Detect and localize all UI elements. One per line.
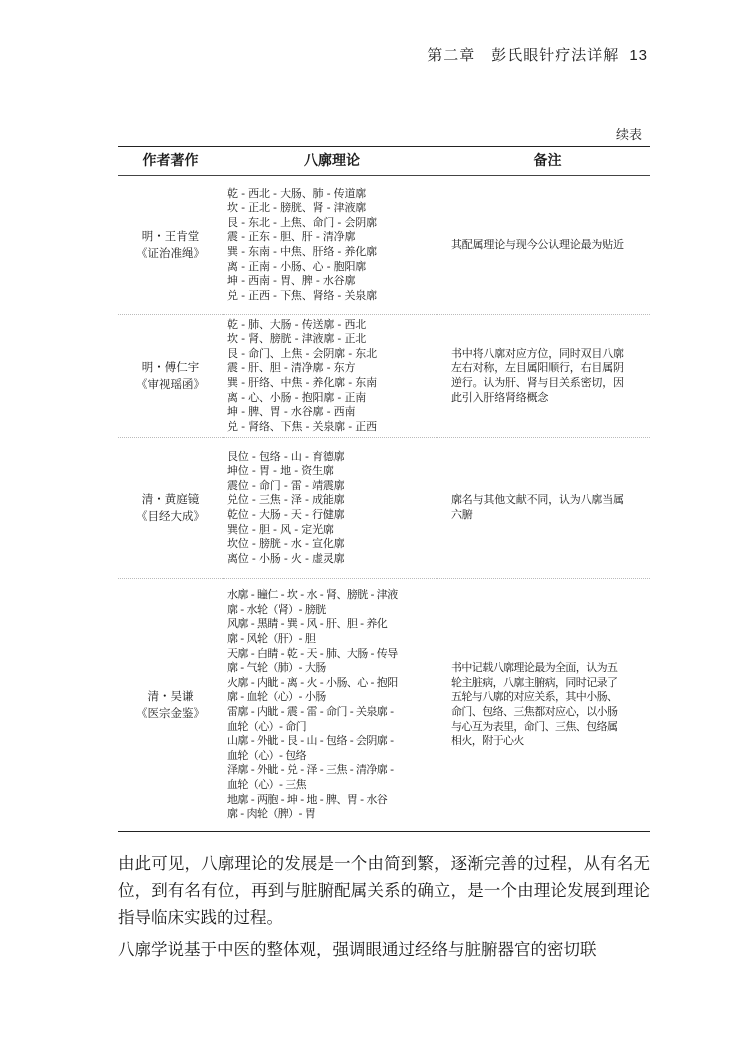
column-header-note: 备注 — [437, 147, 650, 176]
table-row — [118, 438, 650, 579]
note-line: 六腑 — [451, 508, 473, 521]
author-name: 明・王肯堂 — [141, 229, 200, 243]
table-row — [118, 176, 650, 315]
theory-cell — [223, 315, 437, 438]
note-cell — [437, 315, 650, 438]
theory-line: 离 - 心、小肠 - 抱阳廓 - 正南 — [227, 390, 367, 404]
note-line: 五轮与八廓的对应关系，其中小肠、 — [451, 690, 618, 704]
theory-line: 廓 - 风轮（肝）- 胆 — [227, 632, 316, 646]
theory-line: 艮位 - 包络 - 山 - 育德廓 — [227, 449, 345, 463]
table-header-row — [118, 147, 650, 176]
note-line: 命门、包络、三焦都对应心，以小肠 — [451, 705, 618, 718]
note-line: 与心互为表里，命门、三焦、包络属 — [451, 719, 618, 733]
note-line: 轮主脏病，八廓主腑病，同时记录了 — [451, 675, 618, 689]
theory-line: 天廓 - 白睛 - 乾 - 天 - 肺、大肠 - 传导 — [227, 646, 398, 660]
theory-line: 震 - 肝、胆 - 清净廓 - 东方 — [227, 361, 356, 375]
theory-line: 艮 - 命门、上焦 - 会阴廓 - 东北 — [227, 346, 377, 360]
theory-line: 乾 - 西北 - 大肠、肺 - 传道廓 — [227, 186, 367, 200]
theory-line: 兑 - 正西 - 下焦、肾络 - 关泉廓 — [227, 288, 377, 302]
note-cell — [437, 579, 650, 832]
note-line: 书中记载八廓理论最为全面，认为五 — [451, 661, 618, 675]
table-row — [118, 579, 650, 832]
theory-line: 坎位 - 膀胱 - 水 - 宣化廓 — [227, 537, 345, 551]
theory-line: 坎 - 正北 - 膀胱、肾 - 津液廓 — [227, 201, 367, 215]
theory-line: 震位 - 命门 - 雷 - 靖震廓 — [227, 478, 345, 492]
theory-line: 巽位 - 胆 - 风 - 定光廓 — [227, 522, 334, 536]
note-line: 相火，附于心火 — [451, 734, 524, 748]
note-line: 左右对称，左目属阳顺行，右目属阴 — [451, 361, 624, 375]
theory-line: 坎 - 肾、膀胱 - 津液廓 - 正北 — [227, 332, 367, 346]
theory-line: 山廓 - 外眦 - 艮 - 山 - 包络 - 会阴廓 - — [227, 734, 394, 748]
theory-line: 兑 - 肾络、下焦 - 关泉廓 - 正西 — [227, 419, 377, 433]
theory-line: 血轮（心）- 命门 — [227, 719, 307, 733]
theory-line: 乾 - 肺、大肠 - 传送廓 - 西北 — [227, 317, 367, 331]
author-cell — [118, 315, 223, 438]
theory-line: 廓 - 水轮（肾）- 膀胱 — [227, 602, 326, 616]
page-number: 13 — [629, 47, 648, 64]
theory-line: 坤位 - 胃 - 地 - 资生廓 — [227, 464, 334, 478]
theory-cell — [223, 579, 437, 832]
note-line: 此引入肝络肾络概念 — [451, 390, 549, 404]
table-row — [118, 315, 650, 438]
theory-cell — [223, 176, 437, 315]
theory-line: 风廓 - 黑睛 - 巽 - 风 - 肝、胆 - 养化 — [227, 617, 388, 631]
author-name: 清・吴谦 — [147, 689, 194, 703]
theory-line: 巽 - 东南 - 中焦、肝络 - 养化廓 — [227, 245, 377, 258]
running-header — [427, 44, 648, 65]
book-title: 《医宗金鉴》 — [136, 706, 205, 720]
body-paragraph: 八廓学说基于中医的整体观，强调眼通过经络与脏腑器官的密切联 — [118, 940, 597, 959]
author-cell — [118, 438, 223, 579]
theory-line: 泽廓 - 外眦 - 兑 - 泽 - 三焦 - 清净廓 - — [227, 763, 394, 777]
theory-line: 兑位 - 三焦 - 泽 - 成能廓 — [227, 493, 345, 507]
book-title: 《目经大成》 — [136, 509, 205, 523]
bakuo-theory-table — [118, 146, 650, 832]
theory-line: 坤 - 脾、胃 - 水谷廓 - 西南 — [227, 405, 356, 419]
column-header-theory: 八廓理论 — [223, 147, 437, 176]
note-line: 书中将八廓对应方位，同时双目八廓 — [451, 346, 624, 360]
theory-cell — [223, 438, 437, 579]
author-name: 明・傅仁宇 — [141, 360, 200, 374]
theory-line: 火廓 - 内眦 - 离 - 火 - 小肠、心 - 抱阳 — [227, 675, 398, 689]
note-line: 逆行。认为肝、肾与目关系密切，因 — [451, 376, 624, 389]
theory-line: 震 - 正东 - 胆、肝 - 清净廓 — [227, 230, 356, 244]
theory-line: 艮 - 东北 - 上焦、命门 - 会阴廓 — [227, 215, 377, 229]
theory-line: 血轮（心）- 三焦 — [227, 777, 307, 791]
note-line: 其配属理论与现今公认理论最为贴近 — [451, 237, 624, 251]
book-title: 《审视瑶函》 — [136, 377, 205, 391]
theory-line: 廓 - 气轮（肺）- 大肠 — [227, 661, 326, 675]
theory-line: 廓 - 血轮（心）- 小肠 — [227, 690, 326, 704]
author-cell — [118, 579, 223, 832]
note-cell — [437, 176, 650, 315]
author-name: 清・黄庭镜 — [141, 492, 200, 506]
theory-line: 乾位 - 大肠 - 天 - 行健廓 — [227, 508, 345, 521]
theory-line: 地廓 - 两胞 - 坤 - 地 - 脾、胃 - 水谷 — [227, 792, 388, 806]
theory-line: 坤 - 西南 - 胃、脾 - 水谷廓 — [227, 274, 356, 288]
theory-line: 廓 - 肉轮（脾）- 胃 — [227, 807, 316, 821]
author-cell — [118, 176, 223, 315]
note-cell — [437, 438, 650, 579]
theory-line: 水廓 - 瞳仁 - 坎 - 水 - 肾、膀胱 - 津液 — [227, 588, 398, 602]
theory-line: 血轮（心）- 包络 — [227, 748, 307, 762]
theory-line: 离 - 正南 - 小肠、心 - 胞阳廓 — [227, 259, 367, 273]
chapter-title: 第二章 彭氏眼针疗法详解 — [427, 46, 620, 64]
book-title: 《证治准绳》 — [136, 246, 205, 260]
theory-line: 雷廓 - 内眦 - 震 - 雷 - 命门 - 关泉廓 - — [227, 705, 394, 718]
note-line: 廓名与其他文献不同，认为八廓当属 — [451, 493, 624, 507]
theory-line: 离位 - 小肠 - 火 - 虚灵廓 — [227, 551, 345, 565]
theory-line: 巽 - 肝络、中焦 - 养化廓 - 东南 — [227, 376, 377, 389]
table-continued-label: 续表 — [615, 128, 642, 143]
column-header-author: 作者著作 — [118, 147, 223, 176]
body-paragraph: 由此可见，八廓理论的发展是一个由简到繁，逐渐完善的过程，从有名无位，到有名有位，再到与脏腑配属关系的确立，是一个由理论发展到理论指导临床实践的过程。 — [118, 854, 650, 927]
